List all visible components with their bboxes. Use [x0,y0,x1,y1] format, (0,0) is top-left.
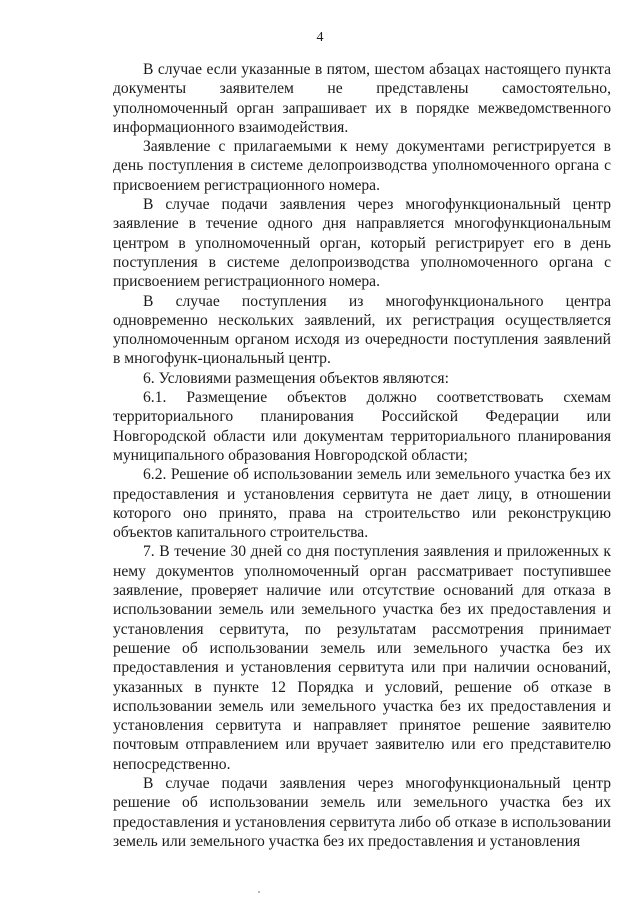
paragraph: 6.1. Размещение объектов должно соответствовать схемам территориального планирования Российской Федерации или Новгородской области или документам территориального планирования муниципального образования Новгородской области; [113,389,611,464]
page-number: 4 [316,30,324,45]
paragraph: Заявление с прилагаемыми к нему документами регистрируется в день поступления в системе делопроизводства уполномоченного органа с присвоением регистрационного номера. [113,138,611,194]
paragraph: В случае поступления из многофункционального центра одновременно нескольких заявлений, их регистрация осуществляется уполномоченным органом исходя из очередности поступления заявлений в многофунк-циональный центр. [113,292,611,368]
paragraph: В случае подачи заявления через многофункциональный центр заявление в течение одного дня направляется многофункциональным центром в уполномоченный орган, который регистрирует его в день поступления в системе делопроизводства уполномоченного органа с присвоением регистрационного номера. [113,196,611,291]
document-body [113,60,611,851]
paragraph: 6. Условиями размещения объектов являются: [143,369,449,387]
paragraph: 7. В течение 30 дней со дня поступления заявления и приложенных к нему документов уполномоченный орган рассматривает поступившее заявление, проверяет наличие или отсутствие оснований для отказа в использовании земель или земельного участка без их предоставления и установления сервитута, по результатам рассмотрения принимает решение об использовании земель или земельного участка без их предоставления и установления сервитута или при наличии оснований, указанных в пункте 12 Порядка и условий, решение об отказе в использовании земель или земельного участка без их предоставления и установления сервитута и направляет принятое решение заявителю почтовым отправлением или вручает заявителю или его представителю непосредственно. [113,543,611,773]
paragraph: В случае если указанные в пятом, шестом абзацах настоящего пункта документы заявителем не представлены самостоятельно, уполномоченный орган запрашивает их в порядке межведомственного информационного взаимодействия. [113,61,611,136]
paragraph: 6.2. Решение об использовании земель или земельного участка без их предоставления и установления сервитута не дает лицу, в отношении которого оно принято, права на строительство или реконструкцию объектов капитального строительства. [113,466,611,542]
scan-speck [258,891,260,893]
paragraph: В случае подачи заявления через многофункциональный центр решение об использовании земель или земельного участка без их предоставления и установления сервитута либо об отказе в использовании земель или земельного участка без их предоставления и установления [113,774,611,850]
